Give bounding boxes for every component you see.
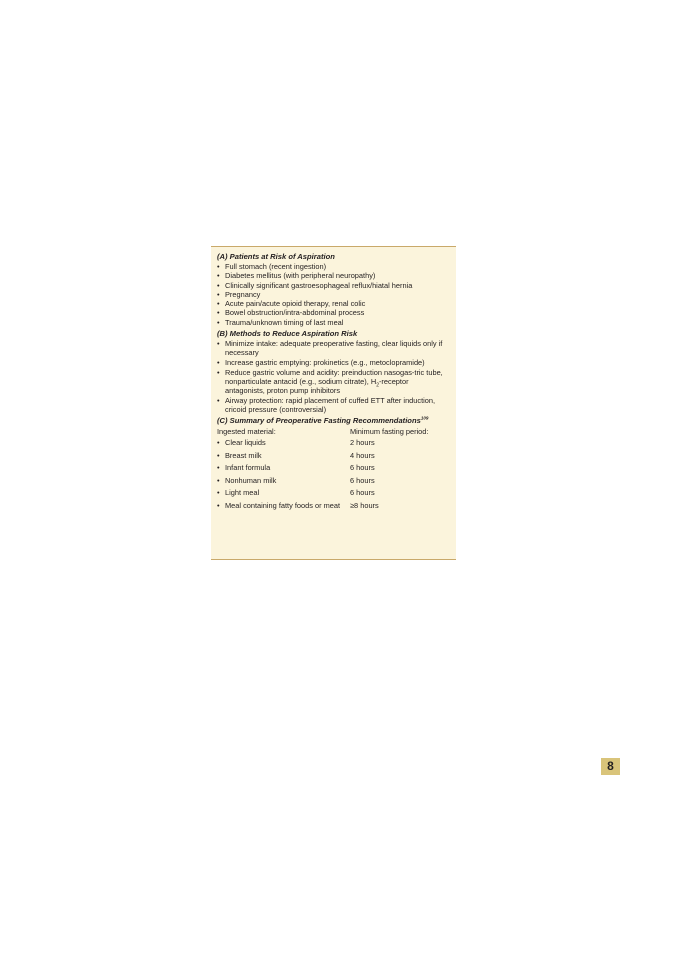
table-row [217,451,450,460]
period-cell: 6 hours [350,475,375,485]
page-number-badge: 8 [601,758,620,775]
material-cell: • Infant formula [217,463,350,472]
list-item: • Bowel obstruction/intra-abdominal process [217,308,450,317]
material-cell: • Meal containing fatty foods or meat [217,501,350,510]
section-b-heading: (B) Methods to Reduce Aspiration Risk [217,329,358,339]
table-row [217,438,450,447]
material-cell: • Breast milk [217,451,350,460]
section-b [217,329,450,414]
material-cell: • Nonhuman milk [217,476,350,485]
column-header-material: Ingested material: [217,427,276,437]
column-header-period: Minimum fasting period: [350,427,429,437]
period-cell: ≥8 hours [350,500,379,510]
period-cell: 6 hours [350,488,375,498]
material-cell: • Clear liquids [217,438,350,447]
section-a-list [217,262,450,327]
list-item: • Full stomach (recent ingestion) [217,262,450,271]
subscript: 2 [376,382,379,389]
table-row [217,476,450,485]
item-text: -receptor antagonists, proton pump inhibitors [225,376,409,396]
list-item: • Airway protection: rapid placement of cuffed ETT after induction, cricoid pressure (controversial) [217,396,450,415]
section-b-list [217,339,450,414]
section-c [217,416,450,510]
table-row [217,463,450,472]
fasting-table-header [217,427,450,436]
aspiration-info-box [211,246,456,560]
list-item [217,368,450,396]
period-cell: 4 hours [350,450,375,460]
list-item: • Clinically significant gastroesophageal reflux/hiatal hernia [217,281,450,290]
reference-marker: 109 [420,415,429,421]
list-item: • Minimize intake: adequate preoperative fasting, clear liquids only if necessary [217,339,450,358]
item-text: Reduce gastric volume and acidity: preinduction nasogas-tric tube, nonparticulate antacid (e.g., sodium citrate), H [225,367,443,386]
table-row [217,488,450,497]
list-item: • Increase gastric emptying: prokinetics (e.g., metoclopramide) [217,358,450,367]
section-c-heading [217,416,450,426]
list-item: • Acute pain/acute opioid therapy, renal colic [217,299,450,308]
section-a-heading: (A) Patients at Risk of Aspiration [217,252,335,261]
table-row [217,501,450,510]
material-cell: • Light meal [217,488,350,497]
list-item: • Pregnancy [217,290,450,299]
section-a [217,252,450,327]
list-item: • Trauma/unknown timing of last meal [217,318,450,327]
period-cell: 2 hours [350,438,375,448]
list-item: • Diabetes mellitus (with peripheral neuropathy) [217,271,450,280]
section-c-heading-text: (C) Summary of Preoperative Fasting Recommendations [217,416,421,426]
period-cell: 6 hours [350,463,375,473]
